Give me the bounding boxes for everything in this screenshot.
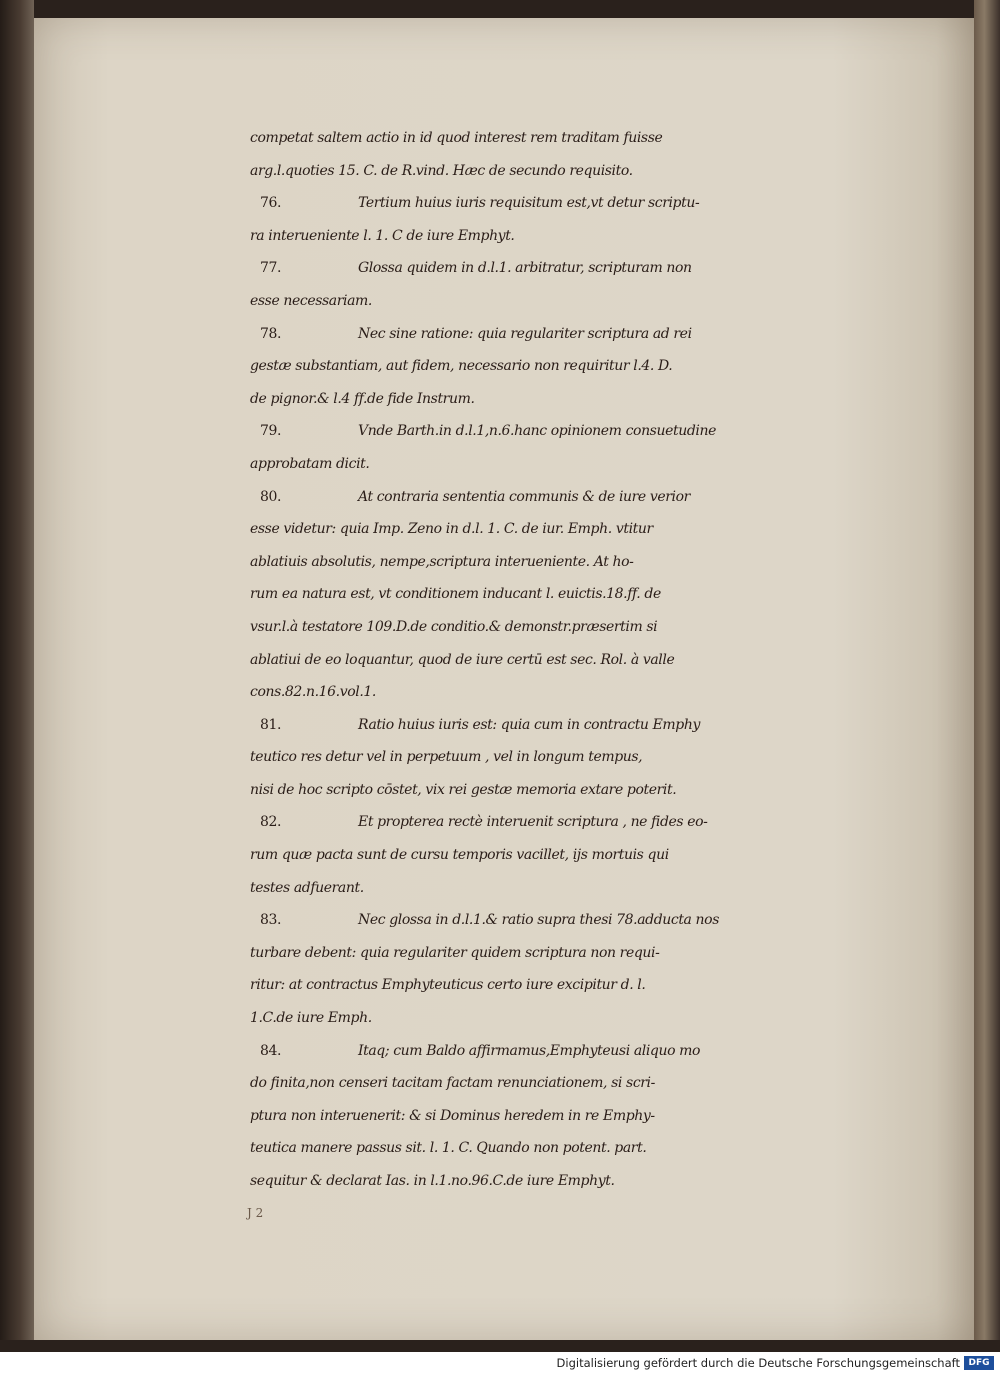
thesis-text: Nec sine ratione: quia regulariter scriptura ad rei <box>358 325 692 342</box>
text-line: competat saltem actio in id quod interest rem traditam fuisse <box>250 130 663 146</box>
text-line: turbare debent: quia regulariter quidem scriptura non requi- <box>250 944 660 961</box>
thesis-text: Tertium huius iuris requisitum est,vt detur scriptu- <box>358 195 700 212</box>
text-line: teutico res detur vel in perpetuum , vel in longum tempus, <box>250 749 643 766</box>
text-line: de pignor.& l.4 ff.de fide Instrum. <box>250 390 475 407</box>
text-line: gestæ substantiam, aut fidem, necessario non requiritur l.4. D. <box>250 358 673 375</box>
page-stack-edge <box>974 0 1000 1352</box>
text-line: ablatiui de eo loquantur, quod de iure certū est sec. Rol. à valle <box>250 651 675 668</box>
numbered-thesis-line <box>250 1035 920 1068</box>
text-line: 1.C.de iure Emph. <box>250 1010 372 1027</box>
numbered-thesis-line <box>250 415 920 448</box>
thesis-number: 80. <box>260 488 282 505</box>
thesis-text: Ratio huius iuris est: quia cum in contractu Emphy <box>358 716 700 733</box>
numbered-thesis-line <box>250 187 920 220</box>
thesis-text: At contraria sententia communis & de iure verior <box>358 488 690 505</box>
digitization-footer <box>0 1352 1000 1374</box>
text-line: esse videtur: quia Imp. Zeno in d.l. 1. C. de iur. Emph. vtitur <box>250 521 653 538</box>
thesis-text: Vnde Barth.in d.l.1,n.6.hanc opinionem consuetudine <box>358 423 716 440</box>
text-line: approbatam dicit. <box>250 455 370 472</box>
book-spine-edge <box>0 0 34 1352</box>
numbered-thesis-line <box>250 709 920 742</box>
thesis-number: 84. <box>260 1042 282 1059</box>
numbered-thesis-line <box>250 318 920 351</box>
thesis-number: 78. <box>260 325 282 342</box>
thesis-number: 83. <box>260 912 282 929</box>
thesis-number: 76. <box>260 195 282 212</box>
thesis-text: Nec glossa in d.l.1.& ratio supra thesi 78.adducta nos <box>358 912 719 929</box>
text-line: ra interueniente l. 1. C de iure Emphyt. <box>250 227 515 244</box>
text-line: sequitur & declarat Ias. in l.1.no.96.C.de iure Emphyt. <box>250 1173 615 1189</box>
thesis-text: Itaq; cum Baldo affirmamus,Emphyteusi aliquo mo <box>358 1042 701 1059</box>
text-line: ptura non interuenerit: & si Dominus heredem in re Emphy- <box>250 1107 655 1124</box>
text-line: vsur.l.à testatore 109.D.de conditio.& demonstr.præsertim si <box>250 618 658 635</box>
page-signature-mark: J 2 <box>247 1206 264 1220</box>
numbered-thesis-line <box>250 481 920 514</box>
text-line: rum ea natura est, vt conditionem inducant l. euictis.18.ff. de <box>250 586 661 603</box>
thesis-number: 81. <box>260 716 282 733</box>
text-line: cons.82.n.16.vol.1. <box>250 684 376 701</box>
thesis-number: 77. <box>260 260 282 277</box>
text-line: ritur: at contractus Emphyteuticus certo iure excipitur d. l. <box>250 977 646 994</box>
thesis-text: Glossa quidem in d.l.1. arbitratur, scripturam non <box>358 260 692 277</box>
numbered-thesis-line <box>250 904 920 937</box>
funding-credit-text: Digitalisierung gefördert durch die Deutsche Forschungsgemeinschaft <box>556 1356 960 1370</box>
thesis-number: 79. <box>260 423 282 440</box>
thesis-number: 82. <box>260 814 282 831</box>
scan-bottom-border <box>0 1340 1000 1352</box>
text-line: ablatiuis absolutis, nempe,scriptura interueniente. At ho- <box>250 553 634 570</box>
text-line: esse necessariam. <box>250 292 372 309</box>
text-line: nisi de hoc scripto cōstet, vix rei gestæ memoria extare poterit. <box>250 781 677 798</box>
thesis-text: Et propterea rectè interuenit scriptura , ne fides eo- <box>358 814 708 831</box>
text-line: arg.l.quoties 15. C. de R.vind. Hæc de secundo requisito. <box>250 162 633 179</box>
text-line: testes adfuerant. <box>250 879 364 896</box>
numbered-thesis-line <box>250 806 920 839</box>
text-line: do finita,non censeri tacitam factam renunciationem, si scri- <box>250 1075 655 1092</box>
page-text-block <box>250 122 920 1198</box>
dfg-logo: DFG <box>964 1356 994 1370</box>
text-line: rum quæ pacta sunt de cursu temporis vacillet, ijs mortuis qui <box>250 847 669 864</box>
text-line: teutica manere passus sit. l. 1. C. Quando non potent. part. <box>250 1140 647 1157</box>
numbered-thesis-line <box>250 252 920 285</box>
